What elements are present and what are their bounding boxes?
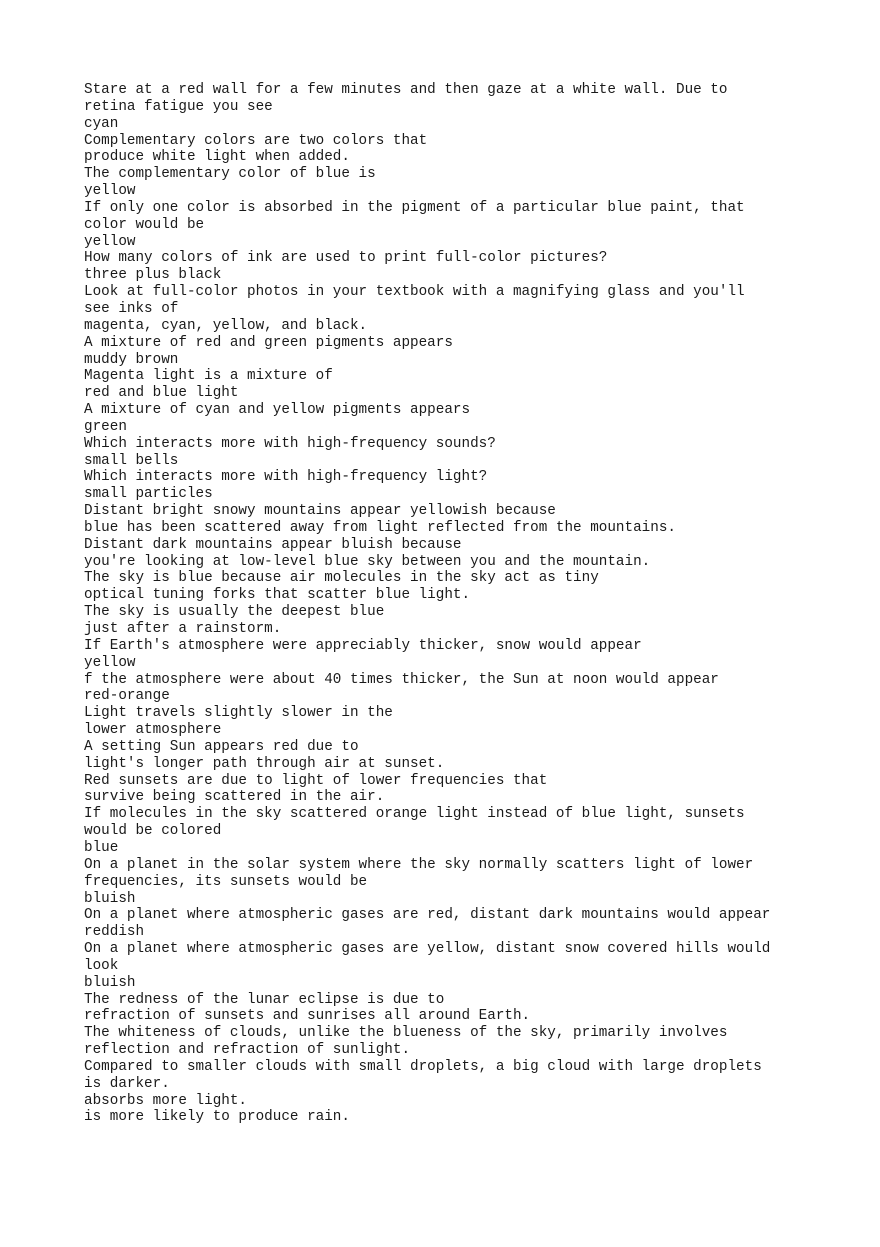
text-line: Distant bright snowy mountains appear yellowish because	[84, 503, 556, 520]
text-line: red-orange	[84, 688, 170, 705]
text-line: How many colors of ink are used to print full-color pictures?	[84, 250, 608, 267]
text-line: is more likely to produce rain.	[84, 1109, 350, 1126]
text-line: yellow	[84, 654, 136, 671]
text-line: If molecules in the sky scattered orange light instead of blue light, sunsets	[84, 806, 745, 823]
text-line: lower atmosphere	[84, 722, 222, 739]
text-line: frequencies, its sunsets would be	[84, 873, 368, 890]
text-line: Stare at a red wall for a few minutes and then gaze at a white wall. Due to	[84, 82, 728, 98]
text-line: Red sunsets are due to light of lower frequencies that	[84, 772, 548, 789]
text-line: Light travels slightly slower in the	[84, 705, 393, 722]
text-line: Which interacts more with high-frequency sounds?	[84, 435, 496, 452]
text-line: A mixture of cyan and yellow pigments appears	[84, 402, 471, 419]
text-line: Distant dark mountains appear bluish because	[84, 536, 462, 553]
text-line: color would be	[84, 216, 205, 233]
text-line: Look at full-color photos in your textbook with a magnifying glass and you'll	[84, 284, 745, 301]
text-line: red and blue light	[84, 385, 239, 402]
text-line: small particles	[84, 486, 213, 503]
text-line: you're looking at low-level blue sky between you and the mountain.	[84, 553, 651, 570]
text-line: On a planet where atmospheric gases are red, distant dark mountains would appear	[84, 907, 771, 924]
text-line: f the atmosphere were about 40 times thicker, the Sun at noon would appear	[84, 671, 719, 688]
text-line: A mixture of red and green pigments appears	[84, 334, 453, 351]
text-line: The sky is usually the deepest blue	[84, 604, 385, 621]
text-line: reddish	[84, 924, 145, 941]
text-line: refraction of sunsets and sunrises all around Earth.	[84, 1008, 531, 1025]
text-line: bluish	[84, 890, 136, 907]
text-line: optical tuning forks that scatter blue light.	[84, 587, 471, 604]
text-line: three plus black	[84, 267, 222, 284]
text-line: blue has been scattered away from light reflected from the mountains.	[84, 519, 676, 536]
text-line: small bells	[84, 452, 179, 469]
text-line: On a planet where atmospheric gases are yellow, distant snow covered hills would	[84, 941, 771, 958]
text-line: see inks of	[84, 300, 179, 317]
text-line: look	[84, 957, 119, 974]
text-line: cyan	[84, 115, 119, 132]
text-line: absorbs more light.	[84, 1092, 248, 1109]
text-line: The sky is blue because air molecules in the sky act as tiny	[84, 570, 599, 587]
text-line: green	[84, 418, 127, 435]
text-line: A setting Sun appears red due to	[84, 738, 359, 755]
text-line: The redness of the lunar eclipse is due to	[84, 991, 445, 1008]
text-line: is darker.	[84, 1075, 170, 1092]
text-line: survive being scattered in the air.	[84, 789, 385, 806]
text-line: muddy brown	[84, 351, 179, 368]
text-line: The complementary color of blue is	[84, 166, 376, 183]
text-line: would be colored	[84, 823, 222, 840]
text-line: Magenta light is a mixture of	[84, 368, 333, 385]
text-line: yellow	[84, 183, 136, 200]
text-line: light's longer path through air at sunset.	[84, 755, 445, 772]
text-line: bluish	[84, 974, 136, 991]
text-line: The whiteness of clouds, unlike the blueness of the sky, primarily involves	[84, 1025, 728, 1042]
text-line: Compared to smaller clouds with small droplets, a big cloud with large droplets	[84, 1058, 762, 1075]
text-line: Complementary colors are two colors that	[84, 132, 428, 149]
text-line: produce white light when added.	[84, 149, 350, 166]
text-line: On a planet in the solar system where the sky normally scatters light of lower	[84, 856, 754, 873]
text-line: blue	[84, 839, 119, 856]
text-line: If Earth's atmosphere were appreciably thicker, snow would appear	[84, 637, 642, 654]
text-line: just after a rainstorm.	[84, 621, 282, 637]
document-text	[84, 82, 844, 1126]
text-line: yellow	[84, 233, 136, 250]
text-line: retina fatigue you see	[84, 98, 273, 115]
text-line: magenta, cyan, yellow, and black.	[84, 317, 368, 334]
text-line: If only one color is absorbed in the pigment of a particular blue paint, that	[84, 199, 745, 216]
text-line: reflection and refraction of sunlight.	[84, 1042, 411, 1059]
text-line: Which interacts more with high-frequency light?	[84, 469, 488, 486]
